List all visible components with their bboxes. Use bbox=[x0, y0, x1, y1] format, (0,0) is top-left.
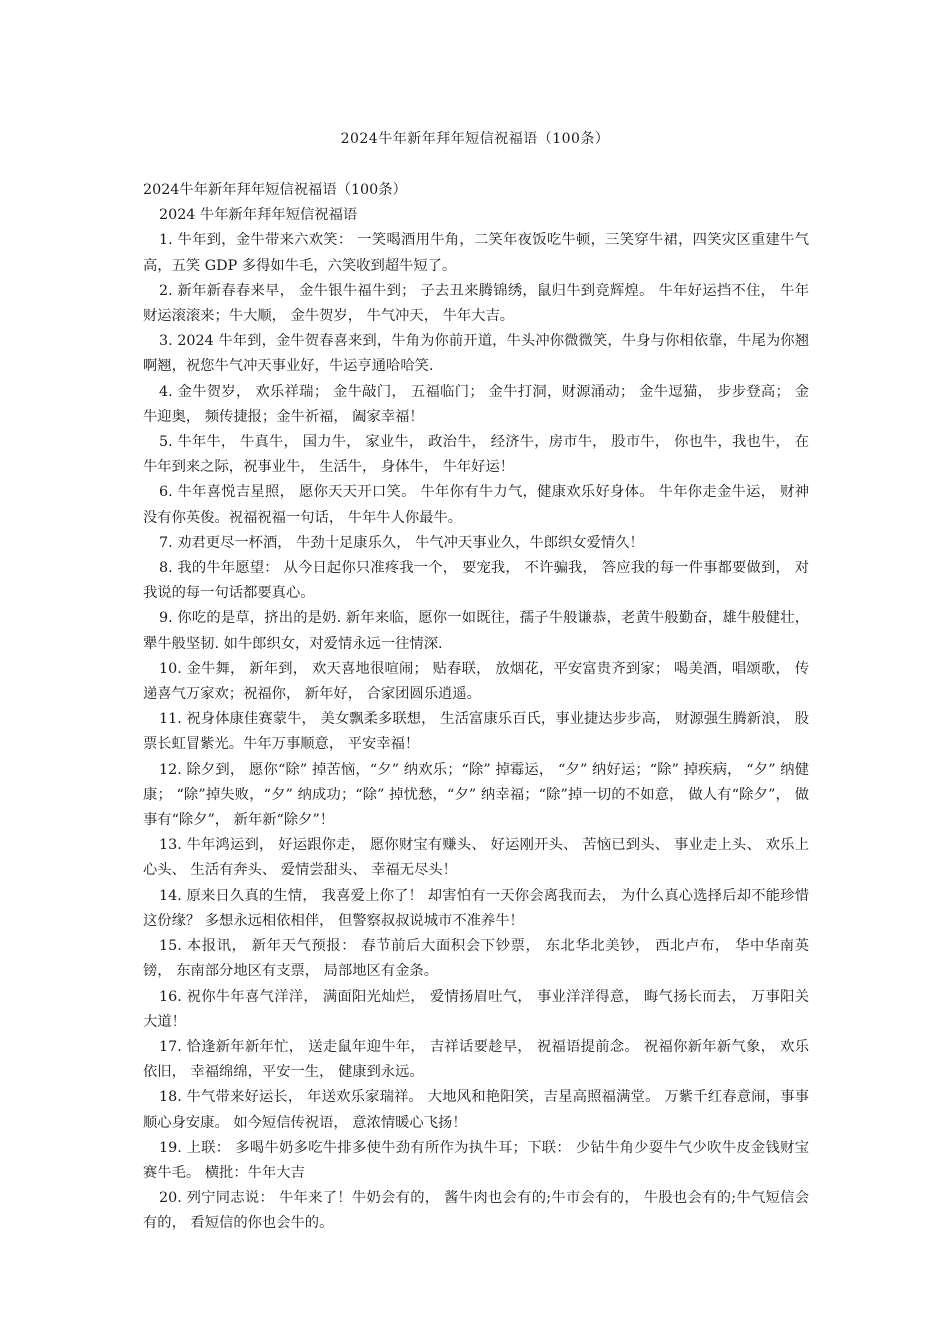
list-item bbox=[143, 606, 809, 656]
item-text: 牛年喜悦吉星照， 愿你天天开口笑。 牛年你有牛力气，健康欢乐好身体。 牛年你走金牛运， 财神没有你英俊。祝福祝福一句话， 牛年牛人你最牛。 bbox=[143, 484, 809, 526]
document-heading: 2024牛年新年拜年短信祝福语（100条） bbox=[143, 182, 407, 198]
item-text: 祝你牛年喜气洋洋， 满面阳光灿烂， 爱情扬眉吐气， 事业洋洋得意， 晦气扬长而去， 万事阳关大道！ bbox=[143, 988, 810, 1030]
item-number: 17. bbox=[159, 1038, 182, 1055]
item-number: 7. bbox=[159, 534, 173, 551]
item-text: 牛年牛， 牛真牛， 国力牛， 家业牛， 政治牛， 经济牛，房市牛， 股市牛， 你也牛，我也牛， 在牛年到来之际，祝事业牛， 生活牛， 身体牛， 牛年好运！ bbox=[143, 434, 809, 476]
list-item bbox=[143, 556, 809, 606]
list-item bbox=[143, 1035, 809, 1085]
list-item bbox=[143, 430, 809, 480]
item-number: 12. bbox=[159, 761, 182, 778]
item-text: 2024 牛年到，金牛贺春喜来到，牛角为你前开道，牛头冲你微微笑，牛身与你相依靠，牛尾为你翘啊翘，祝您牛气冲天事业好，牛运亨通哈哈笑. bbox=[143, 333, 809, 375]
item-number: 9. bbox=[159, 610, 173, 627]
item-text: 牛气带来好运长， 年送欢乐家瑞祥。 大地风和艳阳笑，吉星高照福满堂。 万紫千红春意闹，事事顺心身安康。 如今短信传祝语， 意浓情暖心飞扬！ bbox=[143, 1089, 810, 1131]
item-text: 新年新春春来早， 金牛银牛福牛到； 子去丑来腾锦绣，鼠归牛到竞辉煌。 牛年好运挡不住， 牛年财运滚滚来；牛大顺， 金牛贺岁， 牛气冲天， 牛年大吉。 bbox=[143, 282, 809, 325]
item-text: 金牛贺岁， 欢乐祥瑞； 金牛敲门， 五福临门； 金牛打洞，财源涌动； 金牛逗猫， 步步登高； 金牛迎奥， 频传捷报；金牛祈福， 阖家幸福！ bbox=[143, 383, 809, 425]
item-text: 除夕到， 愿你“除” 掉苦恼，“夕” 纳欢乐；“除” 掉霉运， “夕” 纳好运；“除” 掉疾病， “夕” 纳健康； “除”掉失败，“夕” 纳成功；“除” 掉忧愁，“夕” 纳幸福；“除”掉一切的不如意， 做人有“除夕”， 做事有“除夕”， 新年新“除夕”！ bbox=[143, 761, 809, 829]
document-body bbox=[143, 178, 809, 1237]
item-text: 金牛舞， 新年到， 欢天喜地很喧闹； 贴春联， 放烟花，平安富贵齐到家； 喝美酒，唱颂歌， 传递喜气万家欢；祝福你， 新年好， 合家团圆乐逍遥。 bbox=[143, 660, 810, 703]
item-text: 牛年到，金牛带来六欢笑： 一笑喝酒用牛角，二笑年夜饭吃牛顿，三笑穿牛裙，四笑灾区重建牛气高，五笑 GDP 多得如牛毛，六笑收到超牛短了。 bbox=[143, 232, 810, 274]
list-item bbox=[143, 758, 809, 834]
item-number: 11. bbox=[159, 711, 182, 728]
page-title: 2024牛年新年拜年短信祝福语（100条） bbox=[340, 131, 610, 147]
item-number: 13. bbox=[159, 837, 182, 854]
list-item bbox=[143, 985, 809, 1035]
item-text: 原来日久真的生情， 我喜爱上你了！ 却害怕有一天你会离我而去， 为什么真心选择后却不能珍惜这份缘？ 多想永远相依相伴， 但警察叔叔说城市不准养牛！ bbox=[143, 887, 810, 929]
item-number: 16. bbox=[159, 988, 182, 1005]
item-text: 祝身体康佳赛蒙牛， 美女飘柔多联想， 生活富康乐百氏，事业捷达步步高， 财源强生腾新浪， 股票长虹冒紫光。牛年万事顺意， 平安幸福！ bbox=[143, 711, 809, 753]
item-text: 列宁同志说： 牛年来了！牛奶会有的， 酱牛肉也会有的;牛市会有的， 牛股也会有的;牛气短信会有的， 看短信的你也会牛的。 bbox=[143, 1190, 810, 1232]
list-item bbox=[143, 228, 809, 278]
list-item bbox=[143, 480, 809, 530]
item-number: 10. bbox=[159, 660, 182, 677]
item-number: 20. bbox=[159, 1190, 182, 1207]
list-item bbox=[143, 1085, 809, 1135]
list-item bbox=[143, 1186, 809, 1236]
list-item bbox=[143, 657, 809, 707]
list-item bbox=[143, 833, 809, 883]
list-item bbox=[143, 380, 809, 430]
list-item bbox=[143, 707, 809, 757]
item-number: 2. bbox=[159, 282, 173, 299]
item-number: 3. bbox=[159, 333, 173, 350]
item-number: 18. bbox=[159, 1089, 182, 1106]
item-text: 劝君更尽一杯酒， 牛劲十足康乐久， 牛气冲天事业久，牛郎织女爱情久！ bbox=[177, 534, 644, 551]
item-number: 6. bbox=[159, 484, 173, 501]
item-number: 1. bbox=[159, 232, 173, 249]
item-text: 本报讯， 新年天气预报： 春节前后大面积会下钞票， 东北华北美钞， 西北卢布， 华中华南英镑， 东南部分地区有支票， 局部地区有金条。 bbox=[143, 938, 810, 980]
list-item bbox=[143, 531, 809, 556]
greeting-list bbox=[143, 228, 809, 1236]
item-number: 15. bbox=[159, 938, 182, 955]
list-item bbox=[143, 884, 809, 934]
document-subheading: 2024 牛年新年拜年短信祝福语 bbox=[159, 207, 358, 224]
list-item bbox=[143, 1136, 809, 1186]
item-number: 5. bbox=[159, 434, 173, 451]
item-number: 19. bbox=[159, 1139, 182, 1156]
item-number: 14. bbox=[159, 887, 182, 904]
item-text: 你吃的是草，挤出的是奶. 新年来临，愿你一如既往，孺子牛般谦恭，老黄牛般勤奋，雄牛般健壮，犟牛般坚韧. 如牛郎织女，对爱情永远一往情深. bbox=[143, 610, 809, 652]
item-text: 我的牛年愿望： 从今日起你只准疼我一个， 要宠我， 不许骗我， 答应我的每一件事都要做到， 对我说的每一句话都要真心。 bbox=[143, 560, 810, 602]
list-item bbox=[143, 329, 809, 379]
item-number: 4. bbox=[159, 383, 173, 400]
item-number: 8. bbox=[159, 560, 173, 577]
item-text: 上联： 多喝牛奶多吃牛排多使牛劲有所作为执牛耳；下联： 少钻牛角少耍牛气少吹牛皮金钱财宝赛牛毛。 横批：牛年大吉 bbox=[143, 1139, 809, 1181]
item-text: 恰逢新年新年忙， 送走鼠年迎牛年， 吉祥话要趁早， 祝福语提前念。 祝福你新年新气象， 欢乐依旧， 幸福绵绵，平安一生， 健康到永远。 bbox=[143, 1038, 810, 1081]
list-item bbox=[143, 279, 809, 329]
item-text: 牛年鸿运到， 好运跟你走， 愿你财宝有赚头、 好运刚开头、 苦恼已到头、 事业走上头、 欢乐上心头、 生活有奔头、 爱情尝甜头、 幸福无尽头！ bbox=[143, 837, 810, 879]
list-item bbox=[143, 934, 809, 984]
